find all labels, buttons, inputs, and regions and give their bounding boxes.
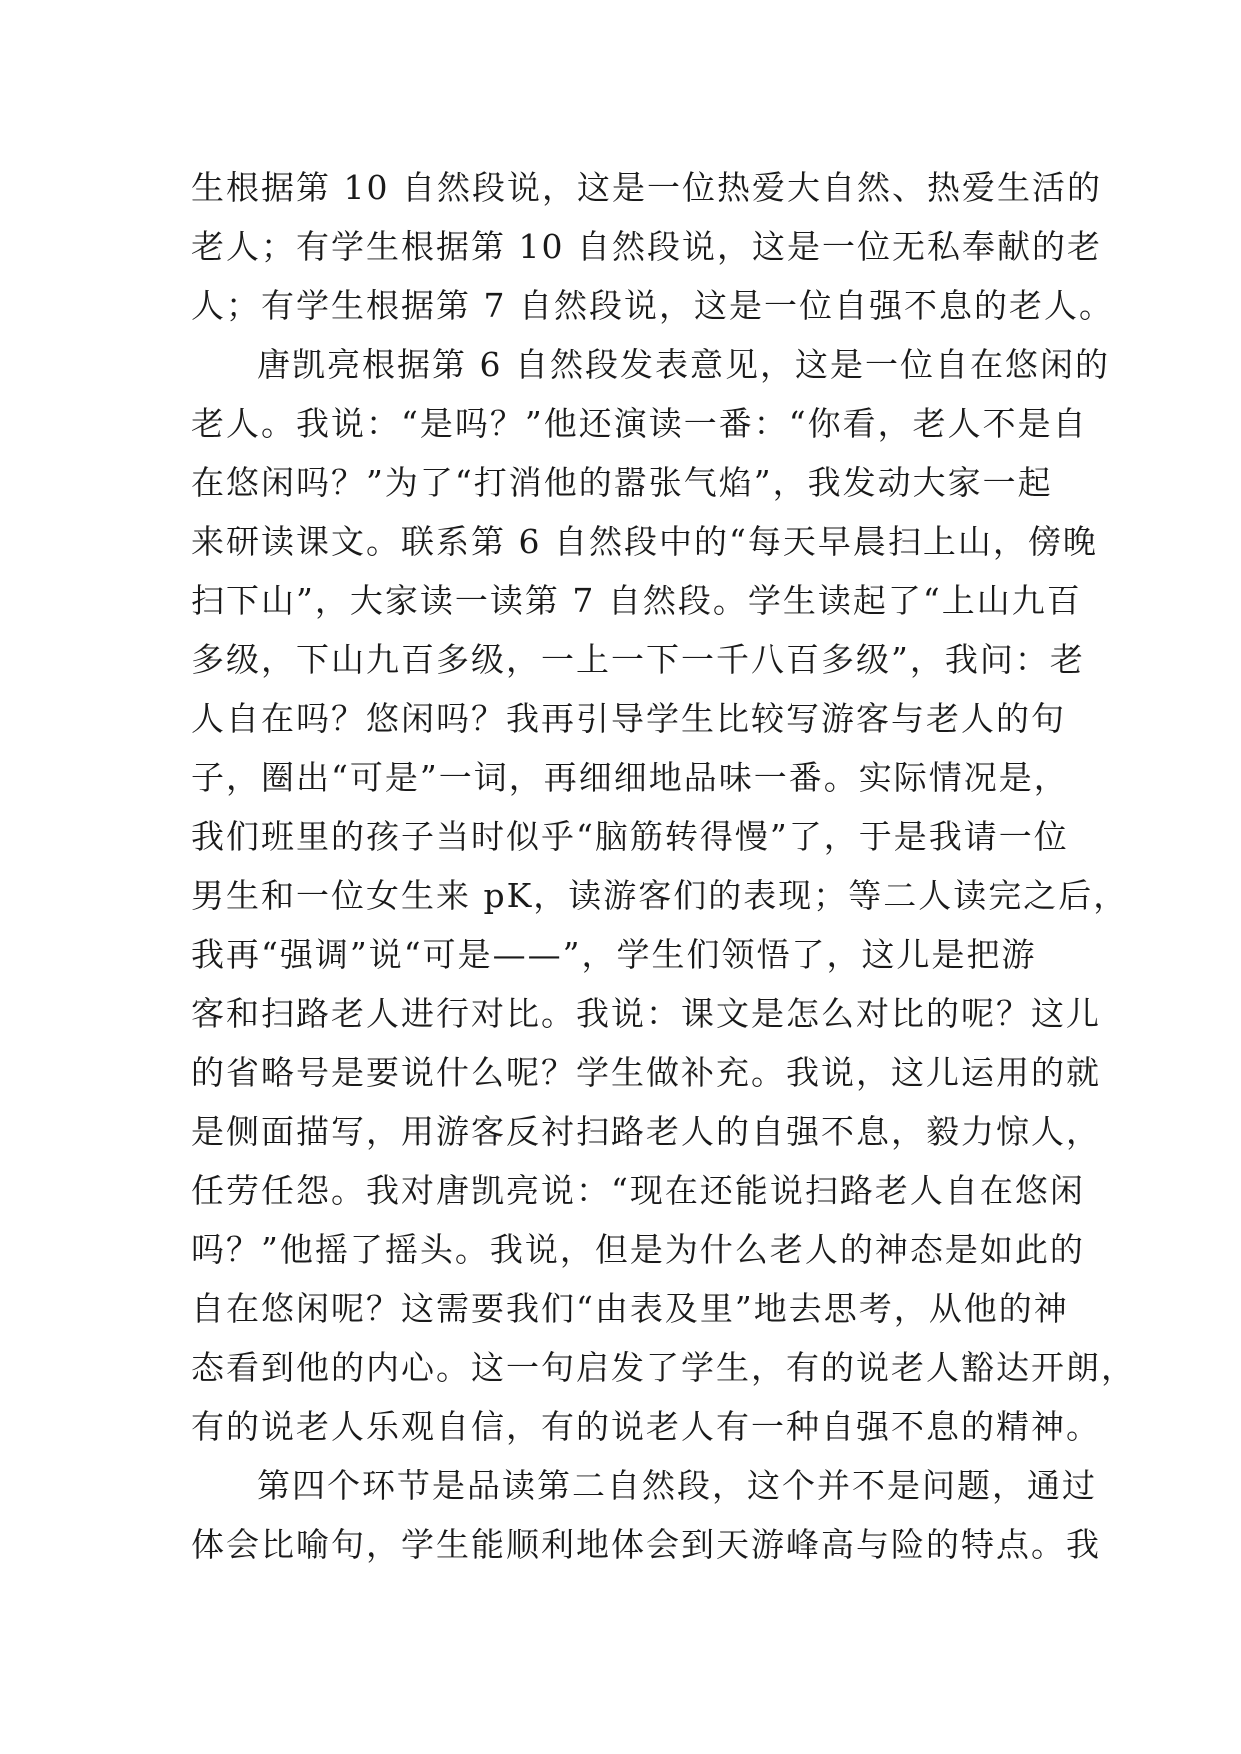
- text-line: 唐凯亮根据第 6 自然段发表意见，这是一位自在悠闲的: [257, 345, 1110, 384]
- text-line: 态看到他的内心。这一句启发了学生，有的说老人豁达开朗，: [191, 1348, 1136, 1387]
- text-line: 多级，下山九百多级，一上一下一千八百多级”，我问：老: [191, 640, 1085, 679]
- text-line: 是侧面描写，用游客反衬扫路老人的自强不息，毅力惊人，: [191, 1112, 1101, 1151]
- text-line: 第四个环节是品读第二自然段，这个并不是问题，通过: [257, 1466, 1097, 1505]
- text-line: 人自在吗？悠闲吗？我再引导学生比较写游客与老人的句: [191, 699, 1066, 738]
- text-line: 来研读课文。联系第 6 自然段中的“每天早晨扫上山，傍晚: [191, 522, 1098, 561]
- text-line: 子，圈出“可是”一词，再细细地品味一番。实际情况是，: [191, 758, 1069, 797]
- text-line: 有的说老人乐观自信，有的说老人有一种自强不息的精神。: [191, 1407, 1101, 1446]
- text-line: 人；有学生根据第 7 自然段说，这是一位自强不息的老人。: [191, 286, 1114, 325]
- text-line: 在悠闲吗？”为了“打消他的嚣张气焰”，我发动大家一起: [191, 463, 1053, 502]
- text-line: 客和扫路老人进行对比。我说：课文是怎么对比的呢？这儿: [191, 994, 1101, 1033]
- text-line: 我们班里的孩子当时似乎“脑筋转得慢”了，于是我请一位: [191, 817, 1069, 856]
- text-line: 老人。我说：“是吗？”他还演读一番：“你看，老人不是自: [191, 404, 1088, 443]
- text-line: 自在悠闲呢？这需要我们“由表及里”地去思考，从他的神: [191, 1289, 1069, 1328]
- text-line: 老人；有学生根据第 10 自然段说，这是一位无私奉献的老: [191, 227, 1102, 266]
- text-line: 生根据第 10 自然段说，这是一位热爱大自然、热爱生活的: [191, 168, 1102, 207]
- text-line: 我再“强调”说“可是——”，学生们领悟了，这儿是把游: [191, 935, 1037, 974]
- text-line: 任劳任怨。我对唐凯亮说：“现在还能说扫路老人自在悠闲: [191, 1171, 1085, 1210]
- text-line: 吗？”他摇了摇头。我说，但是为什么老人的神态是如此的: [191, 1230, 1085, 1269]
- body-text: [191, 158, 1136, 1574]
- text-line: 的省略号是要说什么呢？学生做补充。我说，这儿运用的就: [191, 1053, 1101, 1092]
- text-line: 扫下山”，大家读一读第 7 自然段。学生读起了“上山九百: [191, 581, 1082, 620]
- text-line: 男生和一位女生来 pK，读游客们的表现；等二人读完之后，: [191, 876, 1129, 915]
- text-line: 体会比喻句，学生能顺利地体会到天游峰高与险的特点。我: [191, 1525, 1101, 1564]
